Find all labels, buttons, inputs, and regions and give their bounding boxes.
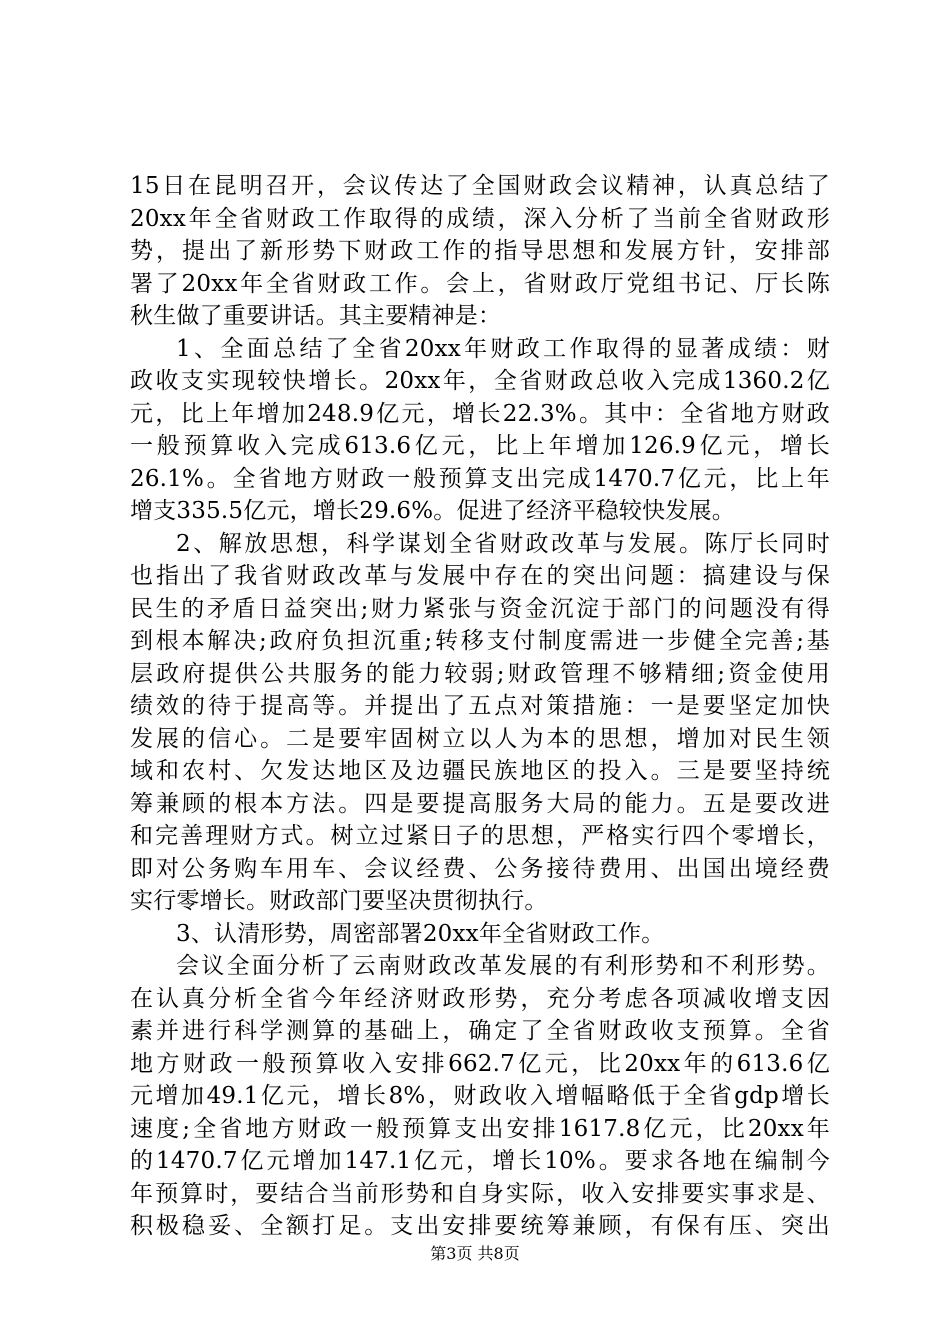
text-line: 势，提出了新形势下财政工作的指导思想和发展方针，安排部 — [130, 238, 830, 264]
text-line: 发展的信心。二是要牢固树立以人为本的思想，增加对民生领 — [130, 725, 830, 752]
text-line: 素并进行科学测算的基础上，确定了全省财政收支预算。全省 — [130, 1018, 830, 1044]
text-line: 也指出了我省财政改革与发展中存在的突出问题：搞建设与保 — [130, 563, 830, 589]
text-line: 15日在昆明召开，会议传达了全国财政会议精神，认真总结了 — [130, 173, 830, 199]
text-line: 2、解放思想，科学谋划全省财政改革与发展。陈厅长同时 — [176, 530, 830, 557]
document-body — [130, 170, 830, 1243]
text-line: 政收支实现较快增长。20xx年，全省财政总收入完成1360.2亿 — [130, 368, 830, 394]
text-line: 会议全面分析了云南财政改革发展的有利形势和不利形势。 — [176, 953, 830, 979]
text-line: 筹兼顾的根本方法。四是要提高服务大局的能力。五是要改进 — [130, 790, 830, 817]
text-line: 26.1%。全省地方财政一般预算支出完成1470.7亿元，比上年 — [130, 465, 830, 492]
text-line: 速度;全省地方财政一般预算支出安排1617.8亿元，比20xx年 — [130, 1115, 830, 1142]
text-line: 元，比上年增加248.9亿元，增长22.3%。其中：全省地方财政 — [130, 400, 830, 427]
text-line: 署了20xx年全省财政工作。会上，省财政厅党组书记、厅长陈 — [130, 270, 830, 297]
text-line: 层政府提供公共服务的能力较弱;财政管理不够精细;资金使用 — [130, 660, 830, 687]
text-line: 域和农村、欠发达地区及边疆民族地区的投入。三是要坚持统 — [130, 758, 830, 784]
text-line: 20xx年全省财政工作取得的成绩，深入分析了当前全省财政形 — [130, 205, 830, 232]
text-line: 地方财政一般预算收入安排662.7亿元，比20xx年的613.6亿 — [130, 1050, 830, 1077]
text-line: 和完善理财方式。树立过紧日子的思想，严格实行四个零增长， — [130, 823, 830, 849]
text-line: 绩效的待于提高等。并提出了五点对策措施：一是要坚定加快 — [130, 693, 830, 719]
page-footer: 第3页 共8页 — [430, 1244, 520, 1263]
text-line: 即对公务购车用车、会议经费、公务接待费用、出国出境经费 — [130, 855, 830, 882]
text-line: 在认真分析全省今年经济财政形势，充分考虑各项减收增支因 — [130, 985, 830, 1012]
text-line: 年预算时，要结合当前形势和自身实际，收入安排要实事求是、 — [130, 1180, 830, 1207]
text-line: 实行零增长。财政部门要坚决贯彻执行。 — [130, 888, 548, 914]
text-line: 元增加49.1亿元，增长8%，财政收入增幅略低于全省gdp增长 — [130, 1083, 830, 1109]
text-line: 民生的矛盾日益突出;财力紧张与资金沉淀于部门的问题没有得 — [130, 595, 830, 622]
text-line: 1、全面总结了全省20xx年财政工作取得的显著成绩：财 — [176, 335, 830, 362]
text-line: 积极稳妥、全额打足。支出安排要统筹兼顾，有保有压、突出 — [130, 1213, 830, 1239]
text-line: 3、认清形势，周密部署20xx年全省财政工作。 — [176, 920, 665, 947]
text-line: 到根本解决;政府负担沉重;转移支付制度需进一步健全完善;基 — [130, 628, 830, 654]
text-line: 一般预算收入完成613.6亿元，比上年增加126.9亿元，增长 — [130, 433, 830, 459]
text-line: 秋生做了重要讲话。其主要精神是： — [130, 303, 502, 329]
text-line: 增支335.5亿元，增长29.6%。促进了经济平稳较快发展。 — [130, 498, 735, 524]
text-line: 的1470.7亿元增加147.1亿元，增长10%。要求各地在编制今 — [130, 1148, 830, 1174]
